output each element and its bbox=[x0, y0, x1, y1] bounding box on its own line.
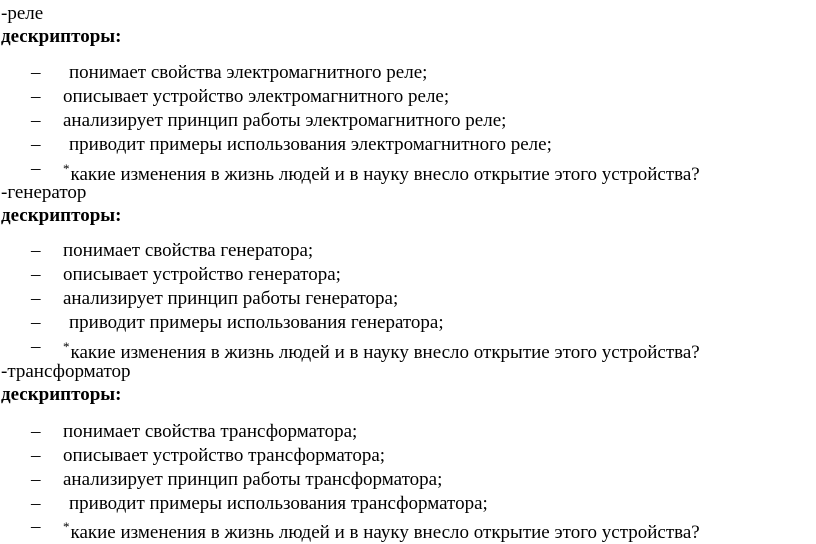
list-item-text: понимает свойства электромагнитного реле; bbox=[69, 62, 428, 83]
dash-bullet: – bbox=[31, 62, 41, 83]
list-item-text-wrapper bbox=[63, 336, 700, 364]
dash-bullet: – bbox=[31, 493, 41, 514]
list-item-text: какие изменения в жизнь людей и в науку внесло открытие этого устройства? bbox=[70, 522, 700, 543]
list-item-text: какие изменения в жизнь людей и в науку внесло открытие этого устройства? bbox=[70, 164, 700, 185]
list-item-text: приводит примеры использования электромагнитного реле; bbox=[69, 134, 552, 155]
dash-bullet: – bbox=[31, 336, 41, 357]
asterisk-mark: * bbox=[63, 339, 70, 354]
dash-bullet: – bbox=[31, 134, 41, 155]
asterisk-mark: * bbox=[63, 519, 70, 534]
list-item-text: какие изменения в жизнь людей и в науку внесло открытие этого устройства? bbox=[70, 342, 700, 363]
section-title: -генератор bbox=[1, 182, 87, 203]
dash-bullet: – bbox=[31, 445, 41, 466]
list-item-text-wrapper bbox=[63, 516, 700, 544]
list-item-text: описывает устройство электромагнитного реле; bbox=[63, 86, 450, 107]
list-item-text: понимает свойства генератора; bbox=[63, 240, 314, 261]
list-item-text: анализирует принцип работы электромагнитного реле; bbox=[63, 110, 507, 131]
dash-bullet: – bbox=[31, 312, 41, 333]
section-title: -трансформатор bbox=[1, 361, 131, 382]
dash-bullet: – bbox=[31, 264, 41, 285]
list-item-text-wrapper bbox=[63, 158, 700, 186]
list-item-text: описывает устройство трансформатора; bbox=[63, 445, 386, 466]
list-item-text: приводит примеры использования трансформатора; bbox=[69, 493, 488, 514]
dash-bullet: – bbox=[31, 158, 41, 179]
asterisk-mark: * bbox=[63, 161, 70, 176]
section-title: -реле bbox=[1, 3, 44, 24]
dash-bullet: – bbox=[31, 110, 41, 131]
list-item-text: понимает свойства трансформатора; bbox=[63, 421, 358, 442]
dash-bullet: – bbox=[31, 469, 41, 490]
dash-bullet: – bbox=[31, 516, 41, 537]
dash-bullet: – bbox=[31, 421, 41, 442]
dash-bullet: – bbox=[31, 86, 41, 107]
dash-bullet: – bbox=[31, 240, 41, 261]
list-item-text: анализирует принцип работы трансформатора; bbox=[63, 469, 443, 490]
list-item-text: анализирует принцип работы генератора; bbox=[63, 288, 399, 309]
descriptors-heading: дескрипторы: bbox=[1, 205, 122, 226]
dash-bullet: – bbox=[31, 288, 41, 309]
list-item-text: приводит примеры использования генератора; bbox=[69, 312, 444, 333]
descriptors-heading: дескрипторы: bbox=[1, 26, 122, 47]
list-item-text: описывает устройство генератора; bbox=[63, 264, 341, 285]
descriptors-heading: дескрипторы: bbox=[1, 384, 122, 405]
